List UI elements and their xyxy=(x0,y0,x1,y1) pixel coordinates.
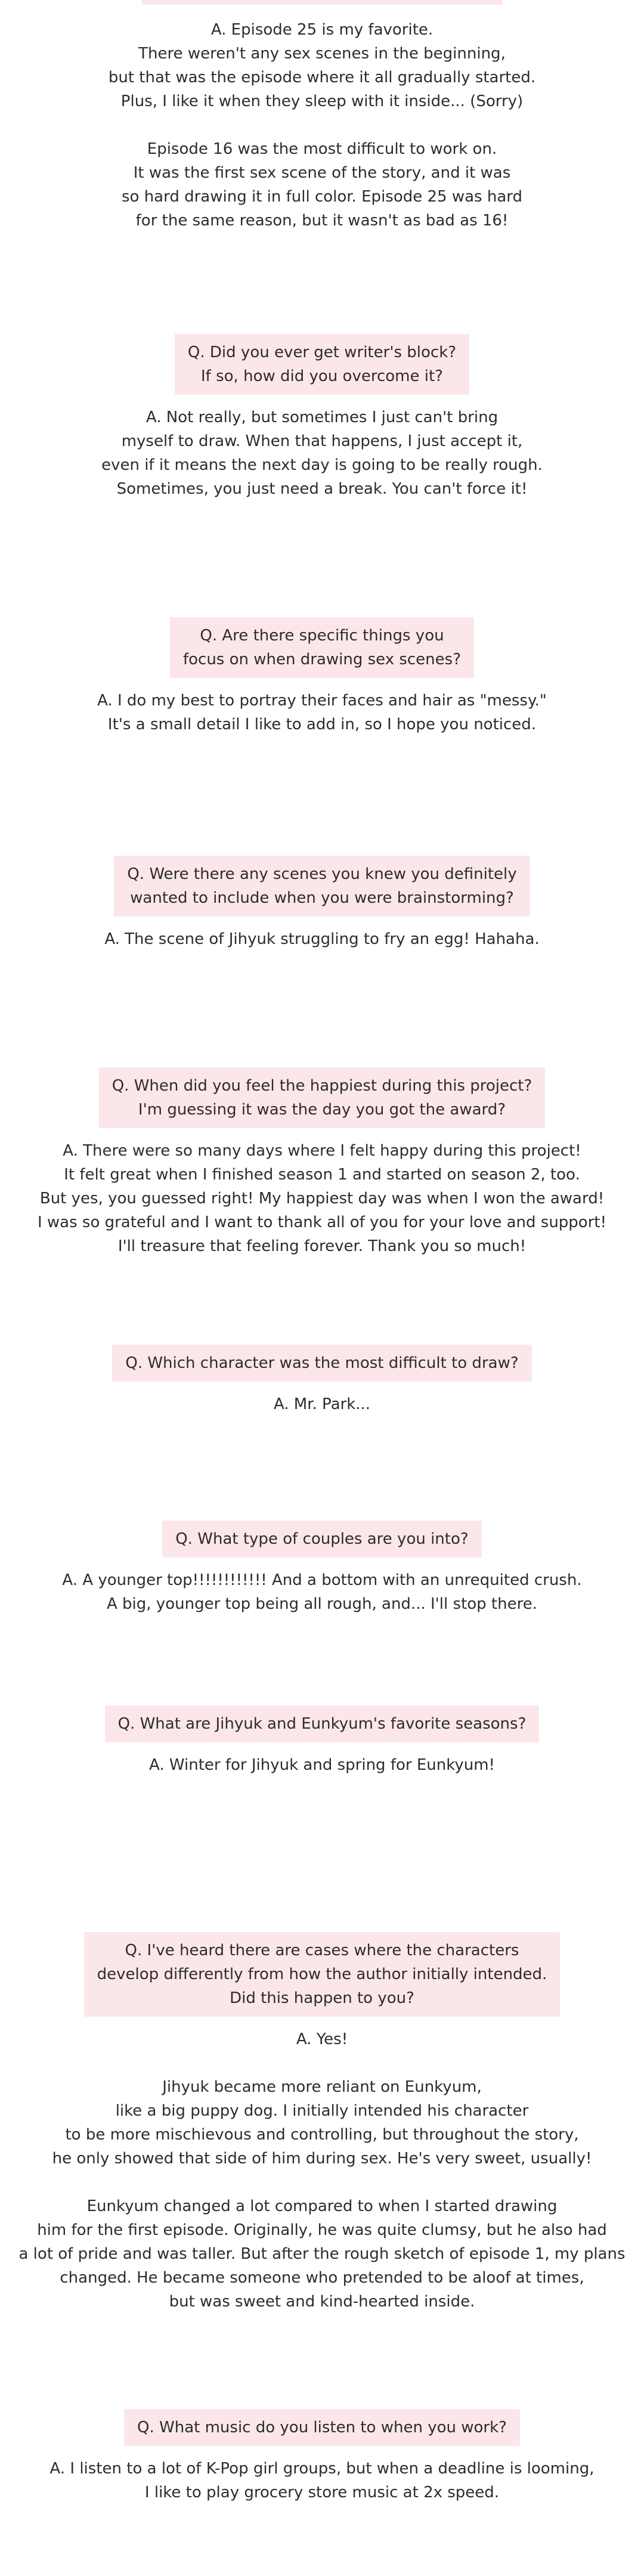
answer-text xyxy=(0,405,644,501)
question-box xyxy=(175,334,469,395)
answer-text xyxy=(0,689,644,736)
answer-line: him for the first episode. Originally, he was quite clumsy, but he also had xyxy=(37,2221,607,2239)
answer-line: changed. He became someone who pretended to be aloof at times, xyxy=(60,2269,584,2287)
answer-text xyxy=(0,1568,644,1616)
answer-line: so hard drawing it in full color. Episode 25 was hard xyxy=(121,188,523,206)
question-box xyxy=(112,1345,531,1382)
answer-line: even if it means the next day is going to be really rough. xyxy=(101,456,543,474)
answer-line: A. I do my best to portray their faces and hair as "messy." xyxy=(97,692,547,710)
answer-line: A. Episode 25 is my favorite. xyxy=(210,21,434,39)
answer-line: Eunkyum changed a lot compared to when I started drawing xyxy=(86,2197,558,2215)
qa-block xyxy=(0,1067,644,1258)
question-box xyxy=(99,1067,546,1128)
answer-text xyxy=(0,2027,644,2314)
answer-line: Plus, I like it when they sleep with it inside... (Sorry) xyxy=(120,92,524,110)
answer-line: A. The scene of Jihyuk struggling to fry an egg! Hahaha. xyxy=(104,930,540,948)
answer-line: There weren't any sex scenes in the beginning, xyxy=(138,45,506,63)
question-box xyxy=(124,2409,520,2446)
answer-text xyxy=(0,2457,644,2504)
qa-block xyxy=(0,1345,644,1416)
answer-paragraph xyxy=(0,137,644,233)
answer-line: A. There were so many days where I felt happy during this project! xyxy=(63,1142,581,1160)
answer-line: to be more mischievous and controlling, but throughout the story, xyxy=(65,2126,579,2144)
answer-line: like a big puppy dog. I initially intended his character xyxy=(115,2102,529,2120)
answer-line: A. A younger top!!!!!!!!!!!! And a bottom with an unrequited crush. xyxy=(62,1571,582,1589)
question-line: Q. Are there specific things you xyxy=(200,627,444,645)
qa-block xyxy=(0,1705,644,1777)
question-box xyxy=(114,856,530,917)
answer-line: but that was the episode where it all gradually started. xyxy=(108,69,536,86)
question-box xyxy=(105,1705,540,1742)
answer-paragraph xyxy=(0,689,644,736)
answer-line: It's a small detail I like to add in, so I hope you noticed. xyxy=(107,716,537,733)
question-line: Q. Which character was the most difficult to draw? xyxy=(125,1354,519,1372)
answer-line: myself to draw. When that happens, I just accept it, xyxy=(121,432,523,450)
answer-line: A. Winter for Jihyuk and spring for Eunkyum! xyxy=(149,1756,495,1774)
question-line: Q. Were there any scenes you knew you definitely xyxy=(127,865,517,883)
question-box xyxy=(170,617,474,678)
answer-text xyxy=(0,18,644,233)
question-line: develop differently from how the author initially intended. xyxy=(97,1965,547,1983)
question-line: Q. What type of couples are you into? xyxy=(175,1530,469,1548)
answer-line: I like to play grocery store music at 2x speed. xyxy=(144,2484,500,2501)
qa-block xyxy=(0,18,644,233)
answer-line: Sometimes, you just need a break. You can't force it! xyxy=(116,480,528,498)
question-line: Q. Did you ever get writer's block? xyxy=(187,343,457,361)
answer-paragraph xyxy=(0,2075,644,2171)
answer-line: I'll treasure that feeling forever. Thank you so much! xyxy=(117,1237,527,1255)
qa-block xyxy=(0,856,644,951)
question-line: Q. What are Jihyuk and Eunkyum's favorite seasons? xyxy=(117,1715,527,1733)
question-line: focus on when drawing sex scenes? xyxy=(182,651,462,668)
answer-line: It felt great when I finished season 1 and started on season 2, too. xyxy=(64,1166,580,1184)
answer-line: It was the first sex scene of the story, and it was xyxy=(133,164,511,182)
answer-text xyxy=(0,1139,644,1258)
answer-line: Episode 16 was the most difficult to work on. xyxy=(147,140,497,158)
answer-line: A big, younger top being all rough, and... I'll stop there. xyxy=(107,1595,537,1613)
question-line: If so, how did you overcome it? xyxy=(201,367,443,385)
question-line: I'm guessing it was the day you got the award? xyxy=(138,1101,506,1119)
answer-paragraph xyxy=(0,2027,644,2051)
question-line: Q. When did you feel the happiest during this project? xyxy=(112,1077,532,1095)
question-line: Q. I've heard there are cases where the characters xyxy=(125,1942,519,1959)
answer-line: I was so grateful and I want to thank all of you for your love and support! xyxy=(37,1213,607,1231)
answer-line: But yes, you guessed right! My happiest day was when I won the award! xyxy=(39,1190,605,1208)
qa-block xyxy=(0,334,644,501)
answer-paragraph xyxy=(0,2457,644,2504)
answer-line: A. I listen to a lot of K-Pop girl groups, but when a deadline is looming, xyxy=(49,2460,595,2478)
question-line: Did this happen to you? xyxy=(230,1989,414,2007)
answer-line: for the same reason, but it wasn't as bad as 16! xyxy=(135,212,509,230)
answer-paragraph xyxy=(0,18,644,113)
answer-paragraph xyxy=(0,1392,644,1416)
qa-block xyxy=(0,617,644,736)
answer-line: A. Yes! xyxy=(296,2030,348,2048)
answer-line: a lot of pride and was taller. But after the rough sketch of episode 1, my plans xyxy=(18,2245,626,2263)
answer-line: A. Not really, but sometimes I just can't bring xyxy=(145,408,499,426)
answer-paragraph xyxy=(0,1753,644,1777)
answer-paragraph xyxy=(0,405,644,501)
qa-block xyxy=(0,1521,644,1616)
answer-line: A. Mr. Park... xyxy=(273,1395,371,1413)
answer-text xyxy=(0,1392,644,1416)
qa-block xyxy=(0,1932,644,2314)
top-pink-strip xyxy=(142,0,502,5)
answer-line: but was sweet and kind-hearted inside. xyxy=(169,2293,475,2311)
question-line: Q. What music do you listen to when you work? xyxy=(137,2419,507,2436)
answer-line: Jihyuk became more reliant on Eunkyum, xyxy=(162,2078,482,2096)
answer-text xyxy=(0,1753,644,1777)
answer-paragraph xyxy=(0,1139,644,1258)
answer-line: he only showed that side of him during sex. He's very sweet, usually! xyxy=(52,2150,592,2168)
question-box xyxy=(84,1932,561,2017)
answer-paragraph xyxy=(0,1568,644,1616)
qa-block xyxy=(0,2409,644,2504)
question-box xyxy=(162,1521,481,1558)
answer-paragraph xyxy=(0,2194,644,2314)
answer-text xyxy=(0,927,644,951)
question-line: wanted to include when you were brainstorming? xyxy=(130,889,514,907)
answer-paragraph xyxy=(0,927,644,951)
